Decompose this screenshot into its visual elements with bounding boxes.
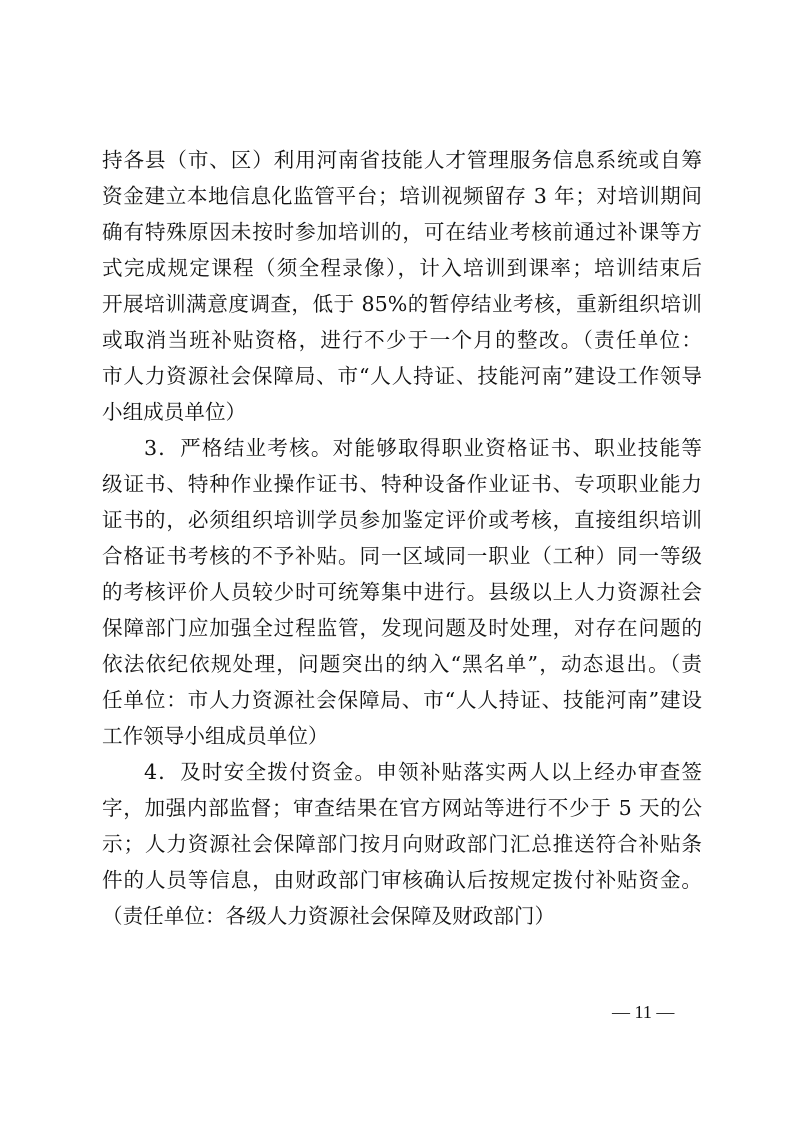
text-line: 式完成规定课程（须全程录像），计入培训到课率；培训结束后 bbox=[102, 256, 702, 280]
text-line: 件的人员等信息，由财政部门审核确认后按规定拨付补贴资金。 bbox=[102, 868, 702, 892]
text-line: 级证书、特种作业操作证书、特种设备作业证书、专项职业能力 bbox=[102, 472, 702, 496]
text-line: 任单位：市人力资源社会保障局、市“人人持证、技能河南”建设 bbox=[102, 688, 702, 712]
text-line: 或取消当班补贴资格，进行不少于一个月的整改。（责任单位： bbox=[102, 328, 702, 352]
text-line: 开展培训满意度调查，低于 85%的暂停结业考核，重新组织培训 bbox=[102, 292, 702, 316]
body-text bbox=[102, 142, 702, 934]
text-line: 市人力资源社会保障局、市“人人持证、技能河南”建设工作领导 bbox=[102, 364, 702, 388]
text-line: 保障部门应加强全过程监管，发现问题及时处理，对存在问题的 bbox=[102, 616, 702, 640]
text-line: 示；人力资源社会保障部门按月向财政部门汇总推送符合补贴条 bbox=[102, 832, 702, 856]
text-line: 依法依纪依规处理，问题突出的纳入“黑名单”，动态退出。（责 bbox=[102, 652, 702, 676]
text-line: 证书的，必须组织培训学员参加鉴定评价或考核，直接组织培训 bbox=[102, 508, 702, 532]
section-3-heading-line: 3．严格结业考核。对能够取得职业资格证书、职业技能等 bbox=[144, 436, 702, 460]
text-line: 字，加强内部监督；审查结果在官方网站等进行不少于 5 天的公 bbox=[102, 796, 702, 820]
text-line: （责任单位：各级人力资源社会保障及财政部门） bbox=[102, 904, 556, 928]
section-4-heading-line: 4．及时安全拨付资金。申领补贴落实两人以上经办审查签 bbox=[144, 760, 702, 784]
page-number: — 11 — bbox=[612, 1002, 675, 1022]
text-line: 合格证书考核的不予补贴。同一区域同一职业（工种）同一等级 bbox=[102, 544, 702, 568]
text-line: 小组成员单位） bbox=[102, 400, 247, 424]
text-line: 确有特殊原因未按时参加培训的，可在结业考核前通过补课等方 bbox=[102, 220, 702, 244]
text-line: 工作领导小组成员单位） bbox=[102, 724, 329, 748]
text-line: 的考核评价人员较少时可统筹集中进行。县级以上人力资源社会 bbox=[102, 580, 702, 604]
text-line: 资金建立本地信息化监管平台；培训视频留存 3 年；对培训期间 bbox=[102, 184, 702, 208]
text-line: 持各县（市、区）利用河南省技能人才管理服务信息系统或自筹 bbox=[102, 148, 702, 172]
